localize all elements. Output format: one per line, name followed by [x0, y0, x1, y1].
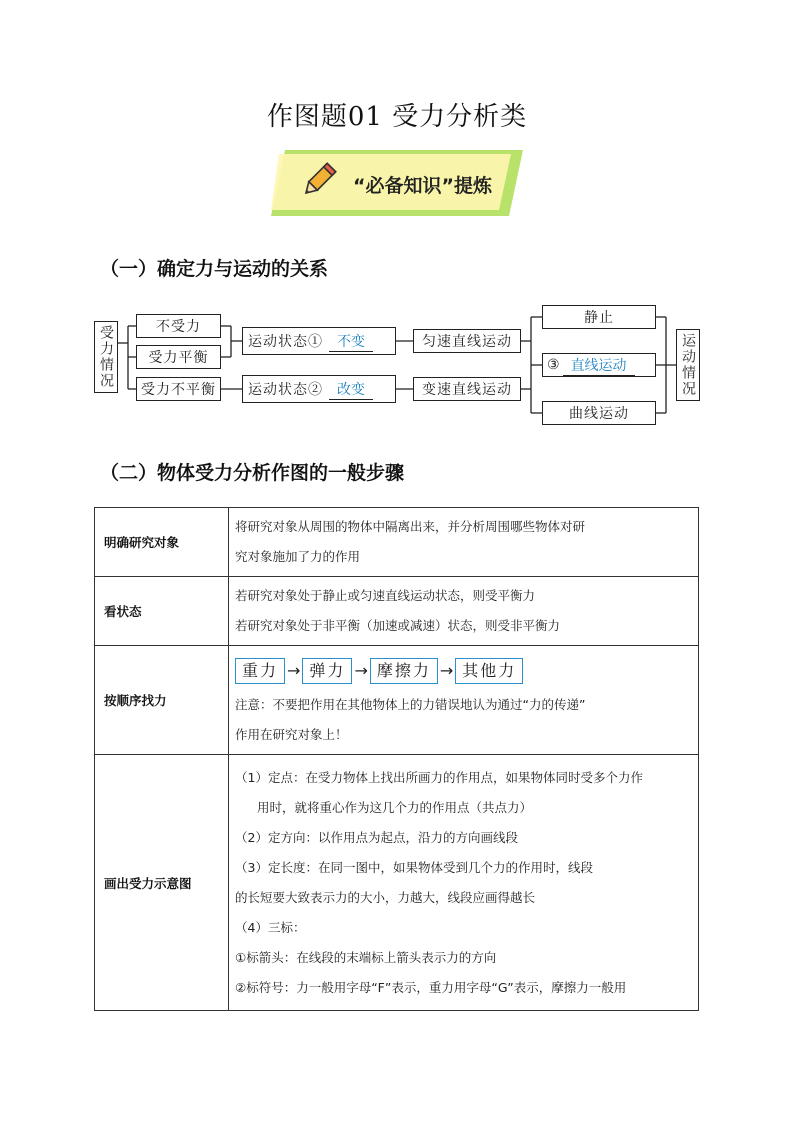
step-text: 究对象施加了力的作用: [235, 549, 361, 564]
step-text: ①标箭头：在线段的末端标上箭头表示力的方向: [235, 949, 497, 965]
step-text: （3）定长度：在同一图中，如果物体受到几个力的作用时，线段: [235, 859, 593, 875]
balanced-force-box: 受力平衡: [136, 345, 221, 369]
step-content: [229, 577, 699, 646]
step-content: [229, 646, 699, 755]
force-chip: 弹力: [302, 658, 352, 684]
step-label: 看状态: [95, 577, 229, 646]
section1-title: （一）确定力与运动的关系: [100, 258, 329, 280]
force-chip: 摩擦力: [370, 658, 438, 684]
uniform-linear-box: 匀速直线运动: [413, 329, 521, 353]
variable-linear-box: 变速直线运动: [413, 377, 521, 401]
motion-state-2-prefix: 运动状态②: [248, 382, 323, 398]
motion-state-1-box: [242, 327, 396, 355]
step-text: （2）定方向：以作用点为起点，沿力的方向画线段: [235, 829, 518, 845]
table-row: [95, 755, 699, 1011]
force-order-chain: [235, 652, 692, 690]
step-text: 若研究对象处于静止或匀速直线运动状态，则受平衡力: [235, 588, 536, 603]
motion-state-1-prefix: 运动状态①: [248, 334, 323, 350]
force-chip: 其他力: [455, 658, 523, 684]
linear-motion-box: [542, 353, 656, 377]
step-text: 将研究对象从周围的物体中隔离出来，并分析周围哪些物体对研: [235, 519, 586, 534]
arrow-right-icon: →: [354, 661, 368, 680]
arrow-right-icon: →: [287, 661, 301, 680]
step-text: 用时，就将重心作为这几个力的作用点（共点力）: [257, 799, 533, 815]
step-content: [229, 508, 699, 577]
arrow-right-icon: →: [439, 661, 454, 680]
step-text: （1）定点：在受力物体上找出所画力的作用点，如果物体同时受多个力作: [235, 769, 643, 785]
knowledge-banner: [271, 150, 523, 216]
page-title: 作图题01 受力分析类: [266, 102, 528, 132]
no-force-box: 不受力: [136, 314, 221, 338]
motion-condition-label: 运动情况: [676, 329, 700, 401]
table-row: [95, 577, 699, 646]
step-content: [229, 755, 699, 1011]
curved-motion-box: 曲线运动: [542, 401, 656, 425]
banner-text: “必备知识”提炼: [353, 175, 492, 197]
force-chip: 重力: [235, 658, 285, 684]
step-label: 明确研究对象: [95, 508, 229, 577]
step-text: 作用在研究对象上！: [235, 727, 348, 742]
step-text: ②标符号：力一般用字母“F”表示，重力用字母“G”表示，摩擦力一般用: [235, 979, 627, 995]
table-row: [95, 646, 699, 755]
step-text: 注意：不要把作用在其他物体上的力错误地认为通过“力的传递”: [235, 697, 586, 712]
section2-title: （二）物体受力分析作图的一般步骤: [100, 462, 405, 484]
step-text: 若研究对象处于非平衡（加速或减速）状态，则受非平衡力: [235, 618, 561, 633]
step-label: 按顺序找力: [95, 646, 229, 755]
steps-table: [94, 507, 699, 1011]
linear-motion-answer: 直线运动: [563, 355, 635, 376]
motion-state-1-answer: 不变: [329, 331, 373, 352]
motion-state-2-box: [242, 375, 396, 403]
step-label: 画出受力示意图: [95, 755, 229, 1011]
force-condition-label: 受力情况: [94, 321, 118, 393]
rest-box: 静止: [542, 305, 656, 329]
table-row: [95, 508, 699, 577]
step-text: 的长短要大致表示力的大小，力越大，线段应画得越长: [235, 889, 536, 905]
linear-motion-prefix: ③: [547, 357, 561, 373]
unbalanced-force-box: 受力不平衡: [136, 377, 221, 401]
step-text: （4）三标：: [235, 919, 306, 935]
motion-state-2-answer: 改变: [329, 379, 373, 400]
